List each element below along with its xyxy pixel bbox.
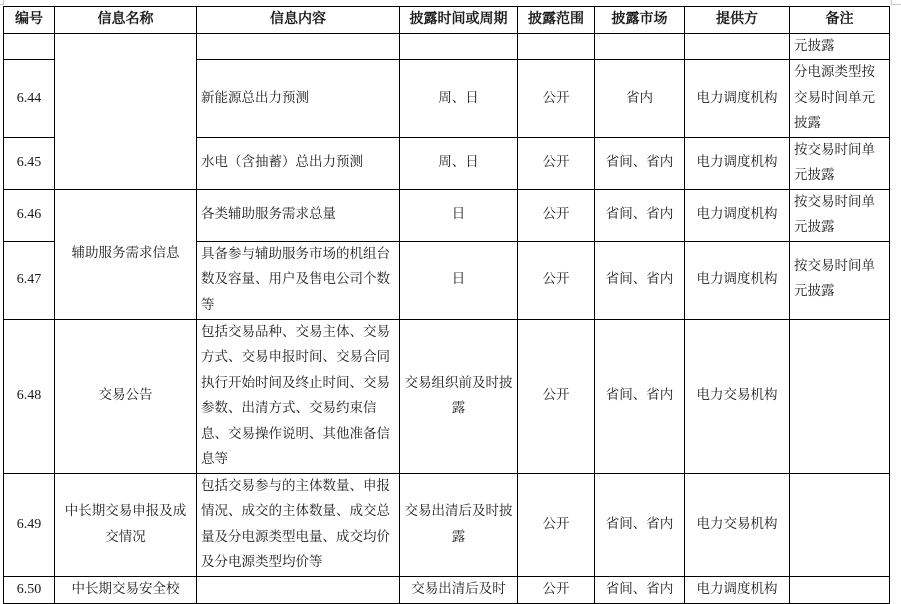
cell-scope: 公开 xyxy=(518,576,595,603)
cell-content: 新能源总出力预测 xyxy=(197,60,400,138)
header-note: 备注 xyxy=(790,7,890,34)
cell-market: 省间、省内 xyxy=(595,319,685,473)
cell-id: 6.45 xyxy=(4,137,55,189)
cell-note: 按交易时间单元披露 xyxy=(790,189,890,241)
cell-content xyxy=(197,576,400,603)
header-content: 信息内容 xyxy=(197,7,400,34)
cell-content: 水电（含抽蓄）总出力预测 xyxy=(197,137,400,189)
header-id: 编号 xyxy=(4,7,55,34)
cell-period xyxy=(400,33,518,60)
cell-content: 具备参与辅助服务市场的机组台数及容量、用户及售电公司个数等 xyxy=(197,241,400,319)
cell-market: 省内 xyxy=(595,60,685,138)
cell-period: 日 xyxy=(400,241,518,319)
page-corner-mark xyxy=(891,0,901,5)
cell-content: 包括交易参与的主体数量、申报情况、成交的主体数量、成交总量及分电源类型电量、成交均价及分电源类型均价等 xyxy=(197,473,400,576)
header-provider: 提供方 xyxy=(685,7,790,34)
cell-scope: 公开 xyxy=(518,241,595,319)
cell-id: 6.48 xyxy=(4,319,55,473)
cell-provider: 电力调度机构 xyxy=(685,576,790,603)
cell-scope xyxy=(518,33,595,60)
cell-id: 6.44 xyxy=(4,60,55,138)
cell-market xyxy=(595,33,685,60)
cell-scope: 公开 xyxy=(518,137,595,189)
cell-period: 交易组织前及时披露 xyxy=(400,319,518,473)
cell-provider: 电力交易机构 xyxy=(685,473,790,576)
cell-id: 6.50 xyxy=(4,576,55,603)
cell-note: 元披露 xyxy=(790,33,890,60)
cell-id: 6.46 xyxy=(4,189,55,241)
cell-id: 6.49 xyxy=(4,473,55,576)
cell-name xyxy=(55,33,197,189)
cell-note xyxy=(790,473,890,576)
cell-note: 分电源类型按交易时间单元披露 xyxy=(790,60,890,138)
table-row xyxy=(4,319,890,473)
table-row xyxy=(4,473,890,576)
cell-name: 辅助服务需求信息 xyxy=(55,189,197,319)
cell-provider: 电力调度机构 xyxy=(685,241,790,319)
cell-id: 6.47 xyxy=(4,241,55,319)
table-header-row xyxy=(4,7,890,34)
cell-note: 按交易时间单元披露 xyxy=(790,241,890,319)
table-row xyxy=(4,33,890,60)
cell-scope: 公开 xyxy=(518,60,595,138)
header-name: 信息名称 xyxy=(55,7,197,34)
cell-content: 各类辅助服务需求总量 xyxy=(197,189,400,241)
cell-content: 包括交易品种、交易主体、交易方式、交易申报时间、交易合同执行开始时间及终止时间、交易参数、出清方式、交易约束信息、交易操作说明、其他准备信息等 xyxy=(197,319,400,473)
cell-name: 交易公告 xyxy=(55,319,197,473)
cell-market: 省间、省内 xyxy=(595,473,685,576)
header-market: 披露市场 xyxy=(595,7,685,34)
cell-scope: 公开 xyxy=(518,473,595,576)
cell-name: 中长期交易安全校 xyxy=(55,576,197,603)
page-corner-mark xyxy=(0,0,4,5)
cell-note xyxy=(790,576,890,603)
cell-market: 省间、省内 xyxy=(595,576,685,603)
cell-provider: 电力调度机构 xyxy=(685,189,790,241)
cell-period: 周、日 xyxy=(400,137,518,189)
cell-name: 中长期交易申报及成交情况 xyxy=(55,473,197,576)
cell-id xyxy=(4,33,55,60)
table-row xyxy=(4,189,890,241)
cell-scope: 公开 xyxy=(518,319,595,473)
table-row xyxy=(4,576,890,603)
disclosure-table xyxy=(3,6,890,604)
cell-provider xyxy=(685,33,790,60)
cell-note: 按交易时间单元披露 xyxy=(790,137,890,189)
cell-period: 周、日 xyxy=(400,60,518,138)
header-scope: 披露范围 xyxy=(518,7,595,34)
cell-content xyxy=(197,33,400,60)
cell-scope: 公开 xyxy=(518,189,595,241)
cell-provider: 电力调度机构 xyxy=(685,137,790,189)
cell-provider: 电力交易机构 xyxy=(685,319,790,473)
cell-market: 省间、省内 xyxy=(595,241,685,319)
cell-period: 日 xyxy=(400,189,518,241)
cell-period: 交易出清后及时披露 xyxy=(400,473,518,576)
cell-provider: 电力调度机构 xyxy=(685,60,790,138)
cell-note xyxy=(790,319,890,473)
cell-market: 省间、省内 xyxy=(595,189,685,241)
cell-period: 交易出清后及时 xyxy=(400,576,518,603)
cell-market: 省间、省内 xyxy=(595,137,685,189)
header-period: 披露时间或周期 xyxy=(400,7,518,34)
